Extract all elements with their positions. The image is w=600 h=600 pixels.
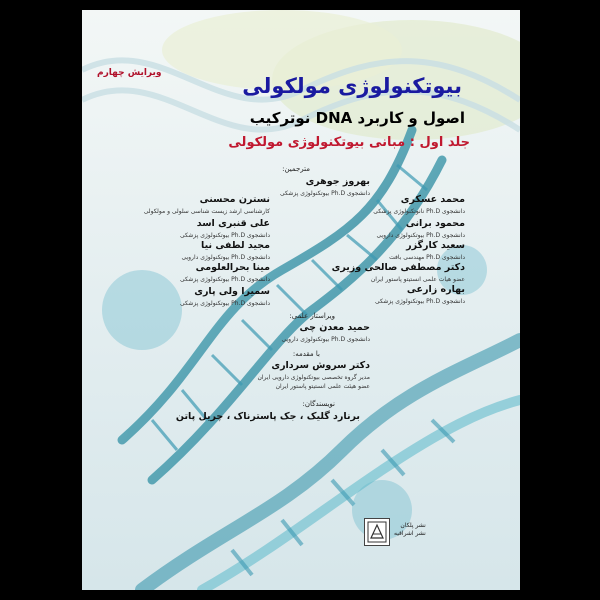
translators-label: مترجمین: (282, 165, 310, 173)
translator-affiliation: عضو هیات علمی انستیتو پاستور ایران (370, 276, 465, 283)
publisher-line: نشر پلکان (400, 522, 426, 529)
translator-name: مجید لطفی نیا (201, 240, 270, 251)
edition-label: ویرایش چهارم (97, 68, 162, 78)
translator-affiliation: دانشجوی Ph.D بیوتکنولوژی پزشکی (279, 190, 370, 197)
translator-name: بهروز جوهری (305, 176, 370, 187)
translator-name: نسترن محسنی (199, 194, 270, 205)
editor-affiliation: دانشجوی Ph.D بیوتکنولوژی دارویی (281, 336, 370, 343)
translator-affiliation: دانشجوی Ph.D نانوتکنولوژی پزشکی (373, 208, 465, 215)
publisher-name (394, 522, 426, 538)
translator-name: علی قنبری اسد (196, 218, 270, 229)
preface-author-name: دکتر سروش سرداری (271, 360, 370, 371)
authors-names: برنارد گلیک ، جک پاسترناک ، چریل پاتن (175, 411, 360, 422)
editor-name: حمید معدن چی (299, 322, 370, 333)
translator-affiliation: دانشجوی Ph.D بیوتکنولوژی پزشکی (179, 276, 270, 283)
translator-affiliation: کارشناسی ارشد زیست شناسی سلولی و مولکولی (143, 208, 270, 215)
authors-label: نویسندگان: (302, 400, 335, 408)
publisher-line: نشر اشراقیه (394, 530, 426, 537)
preface-affiliation: مدیر گروه تخصصی بیوتکنولوژی دارویی ایران (257, 374, 370, 381)
translator-affiliation: دانشجوی Ph.D مهندسی بافت (389, 254, 465, 261)
translator-name: دکتر مصطفی صالحی وزیری (331, 262, 465, 273)
translator-name: محمد عسکری (400, 194, 465, 205)
book-cover (82, 10, 520, 590)
preface-label: با مقدمه: (292, 350, 320, 358)
translator-name: بهاره زارعی (406, 284, 465, 295)
translator-affiliation: دانشجوی Ph.D بیوتکنولوژی پزشکی (179, 232, 270, 239)
translator-name: محمود برانی (405, 218, 465, 229)
book-subtitle: اصول و کاربرد DNA نوترکیب (249, 109, 465, 127)
preface-affiliation: عضو هیئت علمی انستیتو پاستور ایران (275, 383, 370, 390)
translator-name: سمیرا ولی پاری (194, 286, 270, 297)
translator-affiliation: دانشجوی Ph.D بیوتکنولوژی پزشکی (179, 300, 270, 307)
translator-affiliation: دانشجوی Ph.D بیوتکنولوژی پزشکی (374, 298, 465, 305)
translator-affiliation: دانشجوی Ph.D بیوتکنولوژی دارویی (181, 254, 270, 261)
editor-label: ویراستار علمی: (289, 312, 335, 320)
publisher-logo (364, 518, 390, 546)
volume-title: جلد اول : مبانی بیوتکنولوژی مولکولی (228, 135, 470, 150)
translator-name: مینا بحرالعلومی (195, 262, 270, 273)
translator-affiliation: دانشجوی Ph.D بیوتکنولوژی دارویی (376, 232, 465, 239)
translator-name: سعید کارگزر (406, 240, 465, 251)
book-title: بیوتکنولوژی مولکولی (242, 74, 462, 98)
